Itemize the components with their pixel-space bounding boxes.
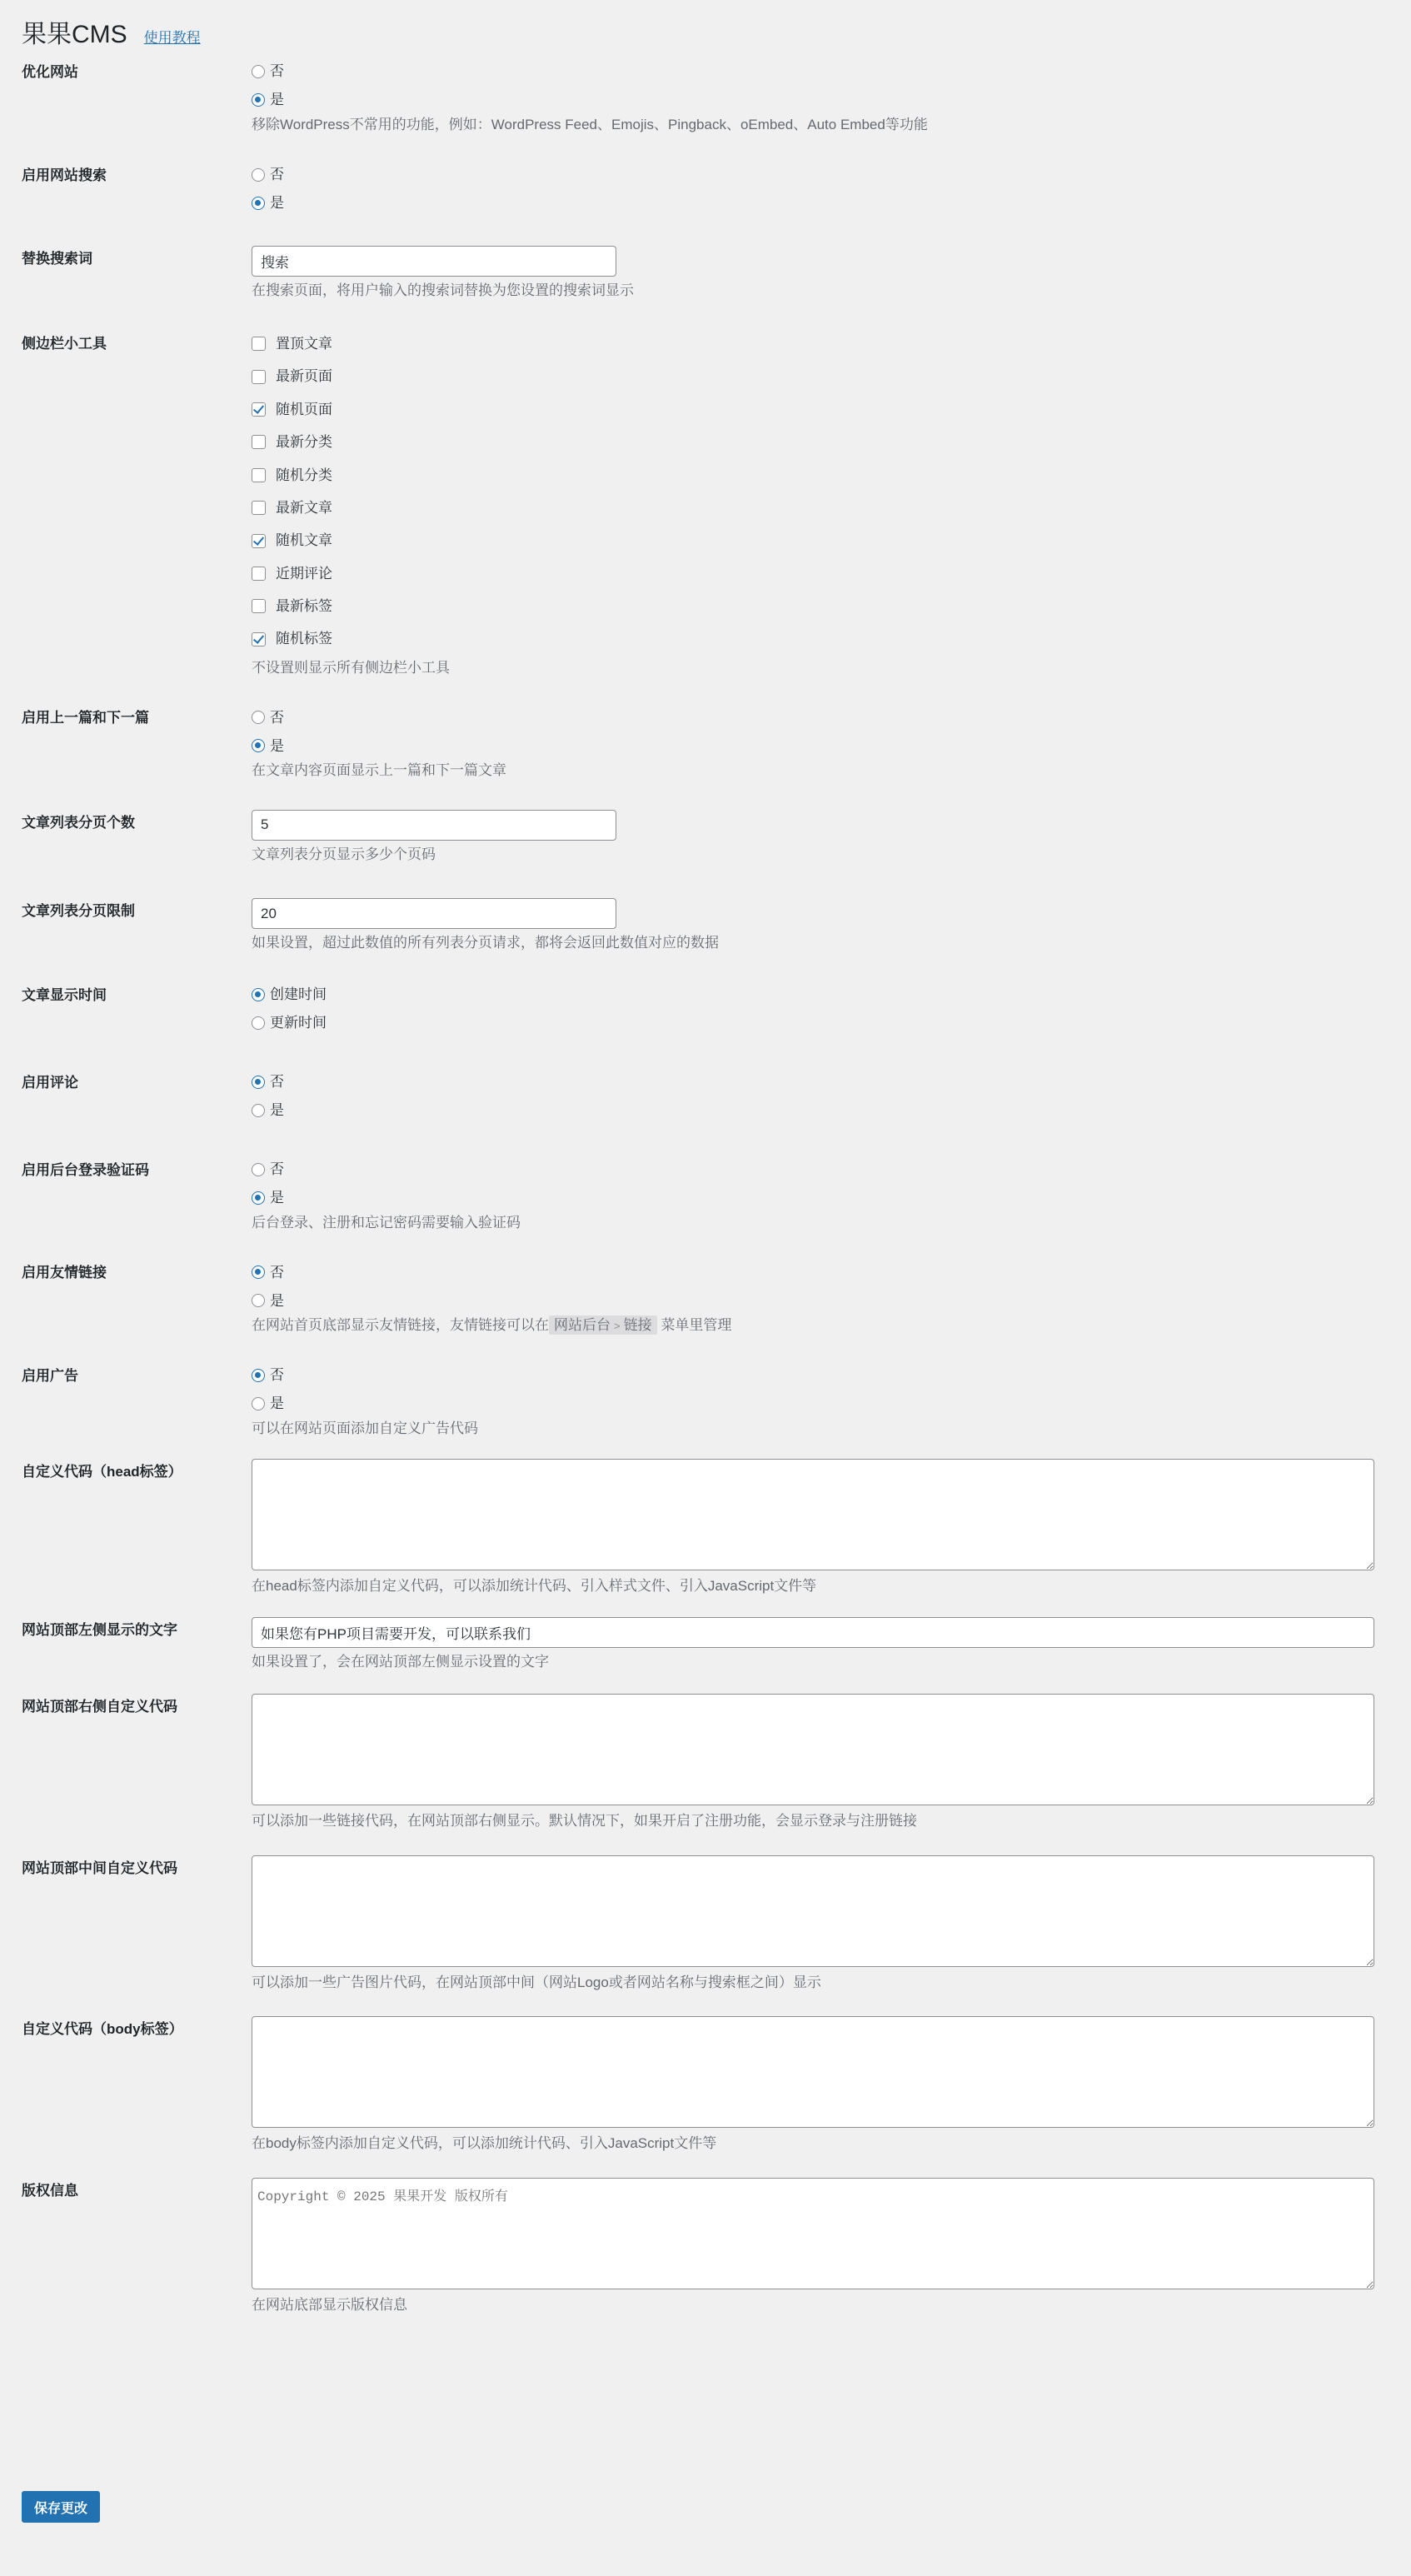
checkbox-label: 近期评论 — [276, 565, 332, 582]
checkbox-label: 置顶文章 — [276, 335, 332, 352]
checkbox-item-latest-pages[interactable] — [252, 360, 1389, 392]
row-page-limit — [22, 898, 1389, 954]
field-description — [252, 1315, 1389, 1336]
radio-button[interactable] — [252, 1369, 265, 1382]
radio-option-no[interactable] — [252, 703, 1389, 731]
radio-option-yes[interactable] — [252, 1390, 1389, 1418]
radio-label: 是 — [270, 1190, 284, 1206]
row-top-left-text — [22, 1617, 1389, 1673]
radio-label: 否 — [270, 166, 284, 182]
checkbox[interactable] — [252, 435, 266, 449]
top-left-text-input[interactable] — [252, 1617, 1374, 1648]
checkbox[interactable] — [252, 632, 266, 646]
radio-option-updated[interactable] — [252, 1009, 1389, 1037]
checkbox[interactable] — [252, 567, 266, 581]
row-field — [252, 161, 1389, 217]
row-copyright — [22, 2178, 1389, 2316]
radio-option-created[interactable] — [252, 981, 1389, 1009]
row-head-code — [22, 1459, 1389, 1597]
field-description: 不设置则显示所有侧边栏小工具 — [252, 659, 450, 676]
field-description: 如果设置，超过此数值的所有列表分页请求，都将会返回此数值对应的数据 — [252, 935, 719, 951]
search-replace-input[interactable] — [252, 246, 616, 277]
head-code-textarea[interactable] — [252, 1459, 1374, 1570]
row-page-count — [22, 810, 1389, 866]
checkbox[interactable] — [252, 534, 266, 548]
checkbox-label: 随机分类 — [276, 467, 332, 483]
row-label: 文章显示时间 — [22, 986, 107, 1003]
radio-button[interactable] — [252, 197, 265, 210]
menu-path-badge — [549, 1315, 657, 1335]
radio-button[interactable] — [252, 168, 265, 182]
radio-label: 是 — [270, 1395, 284, 1412]
row-label: 启用上一篇和下一篇 — [22, 710, 149, 726]
checkbox-label: 最新分类 — [276, 434, 332, 451]
radio-label: 否 — [270, 1074, 284, 1091]
save-button[interactable]: 保存更改 — [22, 2491, 100, 2523]
radio-button[interactable] — [252, 1104, 265, 1117]
row-label: 网站顶部中间自定义代码 — [22, 1860, 177, 1876]
radio-option-yes[interactable] — [252, 1286, 1389, 1315]
row-field — [252, 1068, 1389, 1125]
menu-path-child: 链接 — [623, 1317, 652, 1334]
radio-label: 更新时间 — [270, 1015, 327, 1031]
row-label: 网站顶部右侧自定义代码 — [22, 1699, 177, 1715]
field-description: 在搜索页面，将用户输入的搜索词替换为您设置的搜索词显示 — [252, 282, 634, 298]
row-label: 文章列表分页限制 — [22, 903, 135, 920]
radio-option-no[interactable] — [252, 1258, 1389, 1286]
field-description: 可以在网站页面添加自定义广告代码 — [252, 1420, 478, 1436]
row-field — [252, 810, 1389, 866]
radio-option-yes[interactable] — [252, 189, 1389, 217]
radio-button[interactable] — [252, 711, 265, 724]
radio-label: 是 — [270, 737, 284, 754]
field-description: 后台登录、注册和忘记密码需要输入验证码 — [252, 1214, 521, 1231]
radio-option-yes[interactable] — [252, 731, 1389, 760]
checkbox[interactable] — [252, 337, 266, 351]
row-field — [252, 327, 1389, 678]
page-count-input[interactable] — [252, 810, 616, 841]
description-text: 在网站首页底部显示友情链接，友情链接可以在 — [252, 1317, 549, 1334]
radio-button[interactable] — [252, 988, 265, 1001]
field-description: 可以添加一些链接代码，在网站顶部右侧显示。默认情况下，如果开启了注册功能，会显示登录与注册链接 — [252, 1813, 917, 1830]
radio-button[interactable] — [252, 1294, 265, 1307]
row-label: 自定义代码（body标签） — [22, 2021, 183, 2038]
radio-option-no[interactable] — [252, 57, 1389, 86]
radio-option-yes[interactable] — [252, 86, 1389, 114]
radio-label: 否 — [270, 1264, 284, 1281]
radio-option-no[interactable] — [252, 1068, 1389, 1096]
radio-option-no[interactable] — [252, 1156, 1389, 1184]
checkbox-label: 最新标签 — [276, 598, 332, 615]
copyright-textarea[interactable] — [252, 2178, 1374, 2289]
row-label: 启用后台登录验证码 — [22, 1161, 149, 1178]
row-top-right-code — [22, 1694, 1389, 1832]
field-description: 可以添加一些广告图片代码，在网站顶部中间（网站Logo或者网站名称与搜索框之间）显示 — [252, 1974, 821, 1990]
row-field — [252, 57, 1389, 136]
page-header — [22, 18, 1389, 51]
row-prev-next — [22, 703, 1389, 781]
field-description: 在文章内容页面显示上一篇和下一篇文章 — [252, 762, 506, 779]
radio-label: 否 — [270, 709, 284, 726]
row-field — [252, 2178, 1389, 2316]
row-field — [252, 246, 1389, 302]
checkbox-item-latest-categories[interactable] — [252, 426, 1389, 458]
checkbox-item-latest-posts[interactable] — [252, 492, 1389, 524]
row-label: 优化网站 — [22, 64, 78, 80]
radio-button[interactable] — [252, 1266, 265, 1279]
checkbox-item-random-categories[interactable] — [252, 459, 1389, 492]
checkbox-label: 随机文章 — [276, 532, 332, 549]
tutorial-link[interactable]: 使用教程 — [143, 30, 201, 46]
checkbox-item-latest-tags[interactable] — [252, 590, 1389, 622]
checkbox-label: 随机页面 — [276, 401, 332, 417]
row-field — [252, 703, 1389, 781]
radio-button[interactable] — [252, 1191, 265, 1205]
page-title: 果果CMS — [22, 21, 127, 48]
radio-button[interactable] — [252, 1397, 265, 1410]
row-field — [252, 1361, 1389, 1440]
row-field — [252, 1694, 1389, 1832]
radio-label: 是 — [270, 92, 284, 108]
row-label: 启用广告 — [22, 1367, 78, 1384]
checkbox-item-recent-comments[interactable] — [252, 557, 1389, 590]
radio-label: 是 — [270, 1292, 284, 1309]
radio-label: 是 — [270, 1102, 284, 1119]
checkbox[interactable] — [252, 468, 266, 482]
radio-label: 否 — [270, 1367, 284, 1384]
checkbox-label: 随机标签 — [276, 631, 332, 647]
row-field — [252, 2016, 1389, 2154]
row-label: 侧边栏小工具 — [22, 336, 107, 352]
checkbox-item-pinned-posts[interactable] — [252, 327, 1389, 360]
field-description: 在body标签内添加自定义代码，可以添加统计代码、引入JavaScript文件等 — [252, 2135, 717, 2152]
row-field — [252, 1459, 1389, 1597]
field-description: 如果设置了，会在网站顶部左侧显示设置的文字 — [252, 1653, 549, 1670]
row-search — [22, 161, 1389, 217]
radio-button[interactable] — [252, 93, 265, 107]
row-label: 网站顶部左侧显示的文字 — [22, 1621, 177, 1638]
top-right-code-textarea[interactable] — [252, 1694, 1374, 1805]
top-middle-code-textarea[interactable] — [252, 1855, 1374, 1967]
checkbox-label: 最新页面 — [276, 368, 332, 385]
row-ads — [22, 1361, 1389, 1440]
row-label: 文章列表分页个数 — [22, 814, 135, 831]
radio-option-yes[interactable] — [252, 1184, 1389, 1212]
radio-button[interactable] — [252, 65, 265, 78]
row-label: 自定义代码（head标签） — [22, 1464, 182, 1480]
checkbox[interactable] — [252, 599, 266, 613]
checkbox-item-random-pages[interactable] — [252, 393, 1389, 426]
checkbox[interactable] — [252, 501, 266, 515]
row-captcha — [22, 1156, 1389, 1234]
field-description: 文章列表分页显示多少个页码 — [252, 846, 436, 862]
checkbox[interactable] — [252, 370, 266, 384]
radio-label: 是 — [270, 194, 284, 211]
field-description: 移除WordPress不常用的功能，例如：WordPress Feed、Emojis、Pingback、oEmbed、Auto Embed等功能 — [252, 117, 928, 132]
radio-button[interactable] — [252, 1076, 265, 1089]
row-label: 启用网站搜索 — [22, 167, 107, 183]
row-label: 替换搜索词 — [22, 250, 92, 267]
row-body-code — [22, 2016, 1389, 2154]
row-field — [252, 981, 1389, 1037]
row-field — [252, 1258, 1389, 1336]
radio-label: 创建时间 — [270, 986, 327, 1003]
checkbox-label: 最新文章 — [276, 499, 332, 516]
row-optimize — [22, 57, 1389, 136]
row-label: 启用友情链接 — [22, 1265, 107, 1281]
row-field — [252, 898, 1389, 954]
row-show-time — [22, 981, 1389, 1037]
checkbox[interactable] — [252, 402, 266, 417]
radio-option-no[interactable] — [252, 1361, 1389, 1390]
menu-path-root: 网站后台 — [554, 1317, 611, 1334]
checkbox-item-random-tags[interactable] — [252, 623, 1389, 656]
radio-label: 否 — [270, 63, 284, 80]
row-widgets — [22, 334, 1389, 678]
body-code-textarea[interactable] — [252, 2016, 1374, 2128]
radio-label: 否 — [270, 1161, 284, 1178]
page-limit-input[interactable] — [252, 898, 616, 929]
checkbox-item-random-posts[interactable] — [252, 524, 1389, 557]
row-top-middle-code — [22, 1855, 1389, 1994]
row-field — [252, 1617, 1389, 1673]
radio-button[interactable] — [252, 739, 265, 752]
row-label: 版权信息 — [22, 2182, 78, 2199]
row-friend-links — [22, 1258, 1389, 1336]
radio-button[interactable] — [252, 1163, 265, 1176]
row-search-replace — [22, 246, 1389, 302]
row-field — [252, 1156, 1389, 1234]
field-description: 在head标签内添加自定义代码，可以添加统计代码、引入样式文件、引入JavaScript文件等 — [252, 1578, 817, 1595]
radio-button[interactable] — [252, 1016, 265, 1030]
row-comments — [22, 1068, 1389, 1125]
radio-option-yes[interactable] — [252, 1096, 1389, 1125]
description-text: 菜单里管理 — [661, 1317, 732, 1334]
field-description: 在网站底部显示版权信息 — [252, 2296, 407, 2313]
radio-option-no[interactable] — [252, 161, 1389, 189]
row-field — [252, 1855, 1389, 1994]
chevron-right-icon: > — [614, 1320, 621, 1333]
row-label: 启用评论 — [22, 1074, 78, 1091]
